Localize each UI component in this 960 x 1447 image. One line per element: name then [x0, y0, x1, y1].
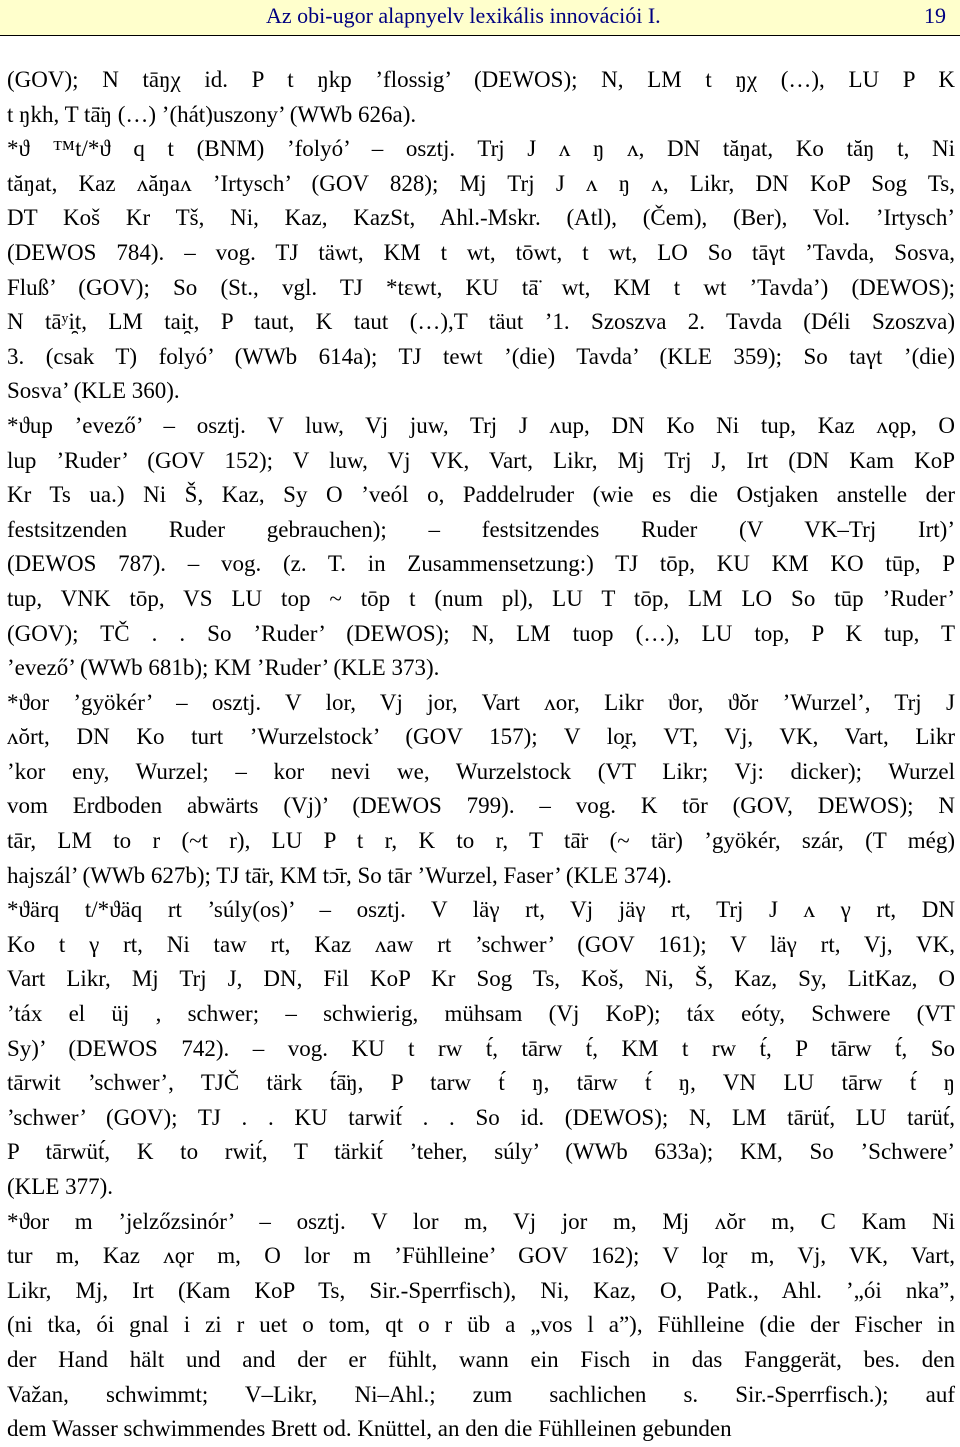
text-line: ’schwer’ (GOV); TJ . . KU tarwit́ . . So id. (DEWOS); N, LM tārüt́, LU tarüt́, [7, 1104, 955, 1130]
text-line: *ϑor ’gyökér’ – osztj. V lor, Vj jor, Vart ʌor, Likr ϑor, ϑŏr ’Wurzel’, Trj J [7, 689, 955, 715]
running-header [0, 0, 960, 36]
text-line: *ϑor m ’jelzőzsinór’ – osztj. V lor m, Vj jor m, Mj ʌŏr m, C Kam Ni [7, 1208, 955, 1234]
text-line: tār, LM to r (~t r), LU P t r, K to r, T tā̈r (~ tär) ’gyökér, szár, (T még) [7, 828, 955, 854]
text-line: DT Koš Kr Tš, Ni, Kaz, KazSt, Ahl.-Mskr. (Atl), (Čem), (Ber), Vol. ’Irtysch’ [7, 205, 955, 231]
text-line: festsitzenden Ruder gebrauchen); – festsitzendes Ruder (V VK–Trj Irt)’ [7, 516, 955, 542]
text-line: *ϑärq t/*ϑäq rt ’súly(os)’ – osztj. V läγ rt, Vj jäγ rt, Trj J ʌ γ rt, DN [7, 897, 955, 923]
text-line: Sosva’ (KLE 360). [7, 378, 180, 404]
text-line: (GOV); TČ . . So ’Ruder’ (DEWOS); N, LM tuop (…), LU top, P K tup, T [7, 620, 955, 646]
text-line: Likr, Mj, Irt (Kam KoP Ts, Sir.-Sperrfisch), Ni, Kaz, O, Patk., Ahl. ’„ói nka”, [7, 1277, 955, 1303]
text-line: vom Erdboden abwärts (Vj)’ (DEWOS 799). – vog. K tōr (GOV, DEWOS); N [7, 793, 955, 819]
text-line: hajszál’ (WWb 627b); TJ tā̈r, KM tɔ̄r, So tār ’Wurzel, Faser’ (KLE 374). [7, 862, 672, 888]
page-number: 19 [924, 3, 946, 28]
text-line: tup, VNK tōp, VS LU top ~ tōp t (num pl), LU T tōp, LM LO So tūp ’Ruder’ [7, 585, 955, 611]
text-line: der Hand hält und and der er fühlt, wann ein Fisch in das Fanggerät, bes. den [7, 1346, 955, 1372]
text-line: (GOV); N tāŋχ id. P t ŋkp ’flossig’ (DEWOS); N, LM t ŋχ (…), LU P K [7, 67, 955, 92]
text-line: Vart Likr, Mj Trj J, DN, Fil KoP Kr Sog Ts, Koš, Ni, Š, Kaz, Sy, LitKaz, O [7, 966, 955, 992]
text-line: tur m, Kaz ʌǫr m, O lor m ’Fühlleine’ GOV 162); V lo̭r m, Vj, VK, Vart, [7, 1243, 955, 1269]
text-line: t ŋkh, T tā̈ŋ (…) ’(hát)uszony’ (WWb 626a). [7, 101, 417, 127]
text-line: tārwit ’schwer’, TJČ tärk t́ā̈ŋ, P tarw t́ ŋ, tārw t́ ŋ, VN LU tārw t́ ŋ [7, 1070, 955, 1096]
text-line: (DEWOS 787). – vog. (z. T. in Zusammensetzung:) TJ tōp, KU KM KO tūp, P [7, 551, 955, 577]
text-line: Kr Ts ua.) Ni Š, Kaz, Sy O ’veól o, Paddelruder (wie es die Ostjaken anstelle der [7, 482, 955, 508]
text-line: Fluß’ (GOV); So (St., vgl. TJ *tεwt, KU tā̈ wt, KM t wt ’Tavda’) (DEWOS); [7, 274, 955, 300]
text-line: ’táx el üj , schwer; – schwierig, mühsam (Vj KoP); táx eóty, Schwere (VT [7, 1001, 955, 1027]
text-line: 3. (csak T) folyó’ (WWb 614a); TJ tewt ’(die) Tavda’ (KLE 359); So taγt ’(die) [7, 343, 955, 369]
text-line: Sy)’ (DEWOS 742). – vog. KU t rw t́, tārw t́, KM t rw t́, P tārw t́, So [7, 1035, 955, 1061]
text-line: lup ’Ruder’ (GOV 152); V luw, Vj VK, Vart, Likr, Mj Trj J, Irt (DN Kam KoP [7, 447, 955, 473]
text-line: (ni tka, ói gnal i zi r uet o tom, qt o r üb a „vos l a”), Fühlleine (die der Fischer in [7, 1312, 955, 1338]
text-line: *ϑ ™t/*ϑ q t (BNM) ’folyó’ – osztj. Trj J ʌ ŋ ʌ, DN tăŋat, Ko tăŋ t, Ni [7, 136, 955, 162]
header-title: Az obi-ugor alapnyelv lexikális innovációi I. [266, 3, 661, 28]
text-line: ’evező’ (WWb 681b); KM ’Ruder’ (KLE 373). [7, 655, 440, 681]
text-line: Ko t γ rt, Ni taw rt, Kaz ʌaw rt ’schwer’ (GOV 161); V läγ rt, Vj, VK, [7, 931, 955, 957]
text-line: P tārwüt́, K to rwit́, T tärkit́ ’teher, súly’ (WWb 633a); KM, So ’Schwere’ [7, 1139, 955, 1165]
text-line: dem Wasser schwimmendes Brett od. Knüttel, an den die Fühlleinen gebunden [7, 1416, 732, 1442]
text-line: (DEWOS 784). – vog. TJ täwt, KM t wt, tōwt, t wt, LO So tāγt ’Tavda, Sosva, [7, 239, 955, 265]
text-line: (KLE 377). [7, 1174, 114, 1199]
body-text [7, 63, 955, 1447]
text-line: N tāʸi̯t, LM tai̯t, P taut, K taut (…),T täut ’1. Szoszva 2. Tavda (Déli Szoszva) [7, 309, 955, 335]
text-line: Važan, schwimmt; V–Likr, Ni–Ahl.; zum sachlichen s. Sir.-Sperrfisch.); auf [7, 1381, 955, 1407]
text-line: ’kor eny, Wurzel; – kor nevi we, Wurzelstock (VT Likr; Vj: dicker); Wurzel [7, 758, 955, 784]
text-line: *ϑup ’evező’ – osztj. V luw, Vj juw, Trj J ʌup, DN Ko Ni tup, Kaz ʌǫp, O [7, 412, 955, 438]
text-line: tăŋat, Kaz ʌăŋaʌ ’Irtysch’ (GOV 828); Mj Trj J ʌ ŋ ʌ, Likr, DN KoP Sog Ts, [7, 170, 955, 196]
text-line: ʌŏrt, DN Ko turt ’Wurzelstock’ (GOV 157); V lo̭r, VT, Vj, VK, Vart, Likr [7, 724, 955, 750]
